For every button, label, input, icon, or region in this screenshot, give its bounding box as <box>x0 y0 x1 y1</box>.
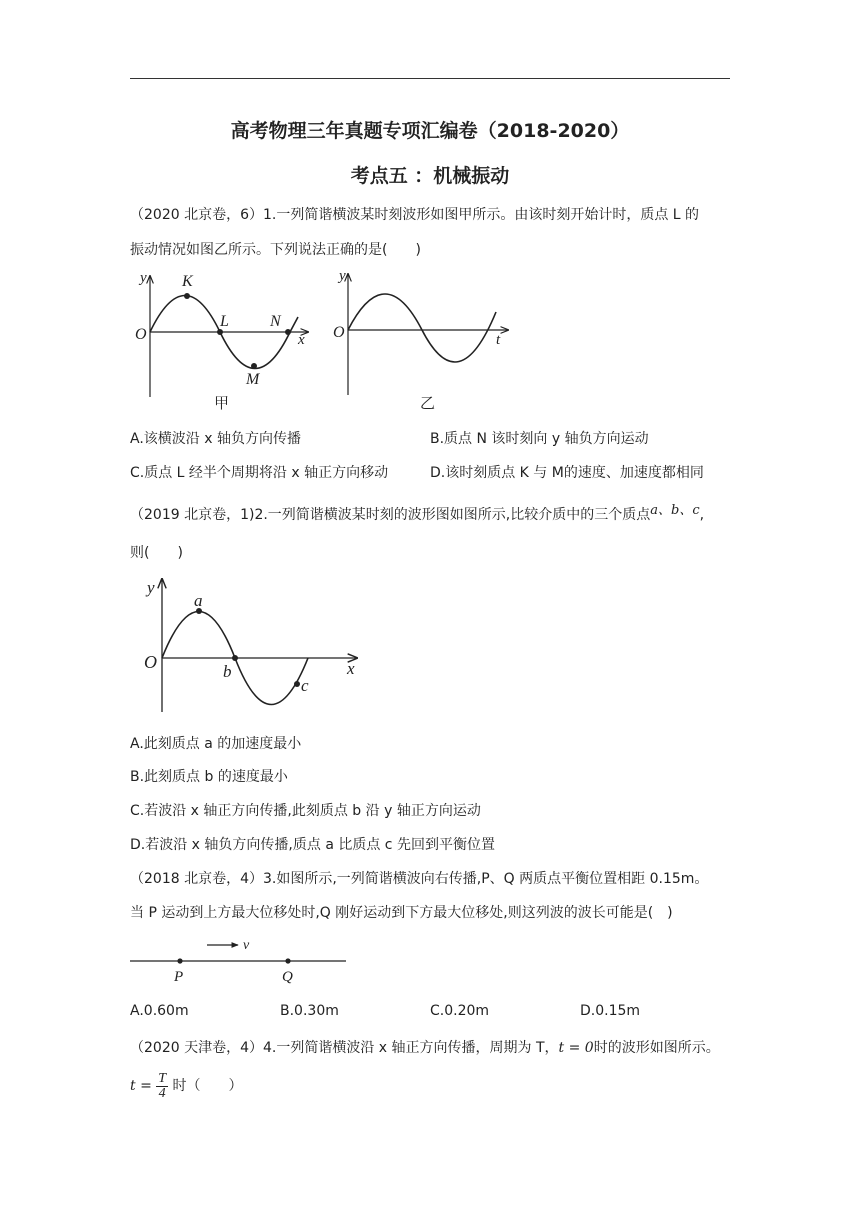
q2-option-c: C.若波沿 x 轴正方向传播,此刻质点 b 沿 y 轴正方向运动 <box>130 803 481 819</box>
page-title: 高考物理三年真题专项汇编卷（2018-2020） <box>230 120 630 142</box>
point-k <box>184 293 190 299</box>
fraction-numerator: T <box>158 1070 167 1086</box>
q1-figures <box>130 262 530 417</box>
q1-stem-line2: 振动情况如图乙所示。下列说法正确的是( ) <box>130 242 421 258</box>
page-subtitle: 考点五 ：机械振动 <box>350 165 510 187</box>
q2-stem-line1 <box>130 504 704 524</box>
x-label: x <box>298 332 305 348</box>
figure-a-caption: 甲 <box>214 394 230 412</box>
origin-label-b: O <box>333 324 345 341</box>
vibration-figure-b <box>333 268 508 412</box>
vibration-curve <box>348 294 496 362</box>
q1-option-c: C.质点 L 经半个周期将沿 x 轴正方向移动 <box>130 465 389 481</box>
q2-option-d: D.若波沿 x 轴负方向传播,质点 a 比质点 c 先回到平衡位置 <box>130 837 495 853</box>
point-k-label: K <box>182 273 193 290</box>
point-c-label: c <box>301 676 309 695</box>
q3-option-b: B.0.30m <box>280 1003 339 1019</box>
origin-label: O <box>135 326 147 343</box>
q3-option-c: C.0.20m <box>430 1003 490 1019</box>
q3-option-d: D.0.15m <box>580 1003 641 1019</box>
q1-stem-line1: （2020 北京卷，6）1.一列简谐横波某时刻波形如图甲所示。由该时刻开始计时，质点 L 的 <box>130 207 700 223</box>
point-q <box>285 958 290 963</box>
q2-stem-comma: , <box>699 507 705 523</box>
point-b <box>232 655 238 661</box>
point-p-label: P <box>174 969 184 985</box>
fraction-denominator: 4 <box>158 1085 166 1101</box>
point-m <box>251 363 257 369</box>
q1-option-a: A.该横波沿 x 轴负方向传播 <box>130 431 301 447</box>
point-c <box>294 681 300 687</box>
point-n <box>285 329 291 335</box>
figure-b-caption: 乙 <box>420 394 436 412</box>
q4-time-variable: t = <box>130 1078 152 1094</box>
q1-option-d: D.该时刻质点 K 与 M的速度、加速度都相同 <box>430 465 704 481</box>
x-label: x <box>347 659 355 678</box>
q2-stem-line2: 则( ) <box>130 545 183 561</box>
point-m-label: M <box>246 371 260 388</box>
q3-figure <box>130 932 360 992</box>
q4-fraction <box>156 1072 168 1101</box>
q2-figure <box>135 575 375 715</box>
wave-figure-a <box>135 270 308 412</box>
q3-stem-line2: 当 P 运动到上方最大位移处时,Q 刚好运动到下方最大位移处,则这列波的波长可能是( ) <box>130 905 673 921</box>
point-a-label: a <box>194 591 203 610</box>
q2-option-a: A.此刻质点 a 的加速度最小 <box>130 736 302 752</box>
q3-stem-line1: （2018 北京卷，4）3.如图所示,一列简谐横波向右传播,P、Q 两质点平衡位置相距 0.15m。 <box>130 871 709 887</box>
point-l-label: L <box>220 313 229 330</box>
point-p <box>177 958 182 963</box>
point-b-label: b <box>223 662 232 681</box>
y-label: y <box>140 270 147 286</box>
q4-stem-tail: 时（ ） <box>172 1078 243 1094</box>
q3-option-a: A.0.60m <box>130 1003 189 1019</box>
origin-label: O <box>144 652 157 672</box>
q2-stem-text: （2019 北京卷，1)2.一列简谐横波某时刻的波形图如图所示,比较介质中的三个质点 <box>130 507 651 523</box>
q4-stem-text-end: 时的波形如图所示。 <box>593 1040 720 1056</box>
header-rule <box>130 78 730 79</box>
q4-stem-line1 <box>130 1037 720 1057</box>
point-n-label: N <box>270 313 281 330</box>
q2-points-label: a、b、c <box>650 503 700 518</box>
point-q-label: Q <box>282 969 293 985</box>
t-label: t <box>496 332 501 348</box>
q4-time-zero: t = 0 <box>558 1040 594 1056</box>
q4-stem-line2 <box>130 1068 243 1104</box>
y-label: y <box>147 578 155 597</box>
q4-stem-text: （2020 天津卷，4）4.一列简谐横波沿 x 轴正方向传播，周期为 T， <box>130 1040 559 1056</box>
velocity-label: v <box>243 938 250 953</box>
q1-option-b: B.质点 N 该时刻向 y 轴负方向运动 <box>430 431 649 447</box>
q2-option-b: B.此刻质点 b 的速度最小 <box>130 769 288 785</box>
y-label-b: y <box>339 268 346 284</box>
